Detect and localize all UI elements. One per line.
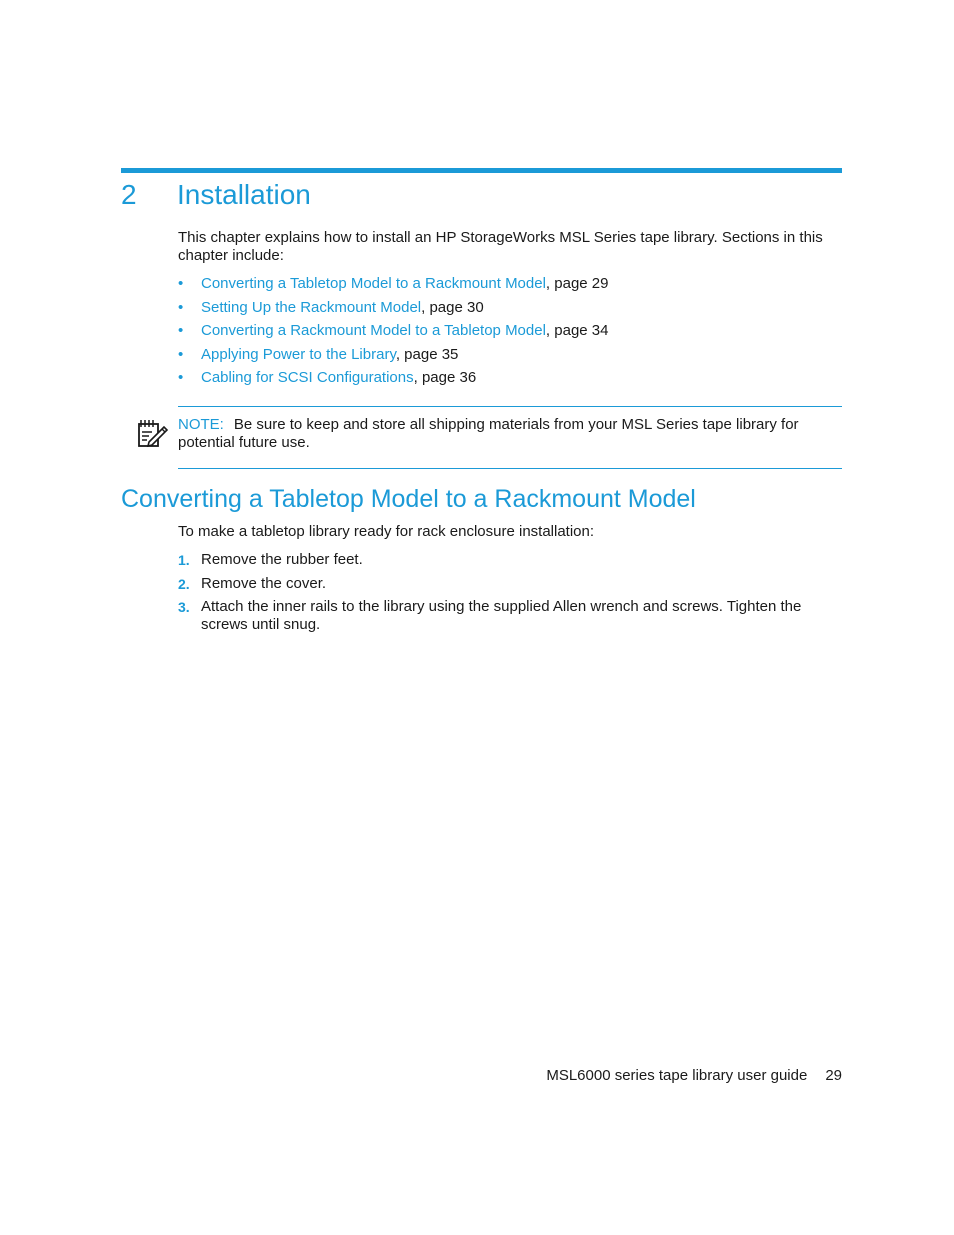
toc-item bbox=[178, 274, 838, 298]
step-number: 3. bbox=[178, 599, 190, 615]
chapter-top-rule bbox=[121, 168, 842, 173]
step-item bbox=[178, 551, 838, 569]
toc-item bbox=[178, 345, 838, 369]
note-block bbox=[178, 416, 838, 452]
toc-link-setting-up-rackmount[interactable]: Setting Up the Rackmount Model bbox=[201, 298, 422, 316]
chapter-intro: This chapter explains how to install an HP StorageWorks MSL Series tape library. Sections in this chapter include: bbox=[178, 229, 823, 264]
bullet-icon: • bbox=[178, 369, 184, 386]
step-text: Remove the rubber feet. bbox=[201, 551, 363, 568]
step-text: Attach the inner rails to the library using the supplied Allen wrench and screws. Tighten the screws until snug. bbox=[201, 598, 802, 633]
toc-item bbox=[178, 298, 838, 322]
footer-guide-title: MSL6000 series tape library user guide bbox=[546, 1067, 808, 1084]
note-bottom-rule bbox=[178, 468, 842, 469]
toc-page-ref: , page 30 bbox=[421, 298, 484, 316]
note-icon bbox=[137, 418, 169, 450]
note-text: Be sure to keep and store all shipping materials from your MSL Series tape library for potential future use. bbox=[178, 416, 799, 451]
toc-page-ref: , page 29 bbox=[545, 275, 609, 292]
toc-link-rackmount-to-tabletop[interactable]: Converting a Rackmount Model to a Tabletop Model bbox=[201, 322, 546, 339]
toc-page-ref: , page 36 bbox=[413, 369, 477, 386]
footer-page-number: 29 bbox=[825, 1067, 842, 1084]
step-text: Remove the cover. bbox=[201, 574, 327, 592]
step-item bbox=[178, 598, 838, 634]
section-toc-list bbox=[178, 274, 838, 392]
note-label: NOTE: bbox=[178, 416, 224, 433]
toc-link-cabling-scsi[interactable]: Cabling for SCSI Configurations bbox=[201, 369, 414, 386]
section-title: Converting a Tabletop Model to a Rackmount Model bbox=[121, 485, 696, 513]
toc-link-tabletop-to-rackmount[interactable]: Converting a Tabletop Model to a Rackmount Model bbox=[201, 275, 546, 292]
toc-item bbox=[178, 321, 838, 345]
toc-page-ref: , page 35 bbox=[395, 345, 459, 363]
toc-page-ref: , page 34 bbox=[545, 322, 609, 339]
toc-item bbox=[178, 368, 838, 392]
step-item bbox=[178, 575, 838, 593]
step-number: 1. bbox=[178, 552, 190, 568]
chapter-title: Installation bbox=[177, 179, 311, 210]
bullet-icon: • bbox=[178, 322, 184, 339]
toc-link-applying-power[interactable]: Applying Power to the Library bbox=[201, 345, 396, 363]
procedure-steps bbox=[178, 551, 838, 640]
section-intro: To make a tabletop library ready for rack enclosure installation: bbox=[178, 523, 595, 540]
bullet-icon: • bbox=[178, 275, 184, 292]
bullet-icon: • bbox=[178, 345, 184, 363]
step-number: 2. bbox=[178, 575, 190, 592]
page-footer bbox=[500, 1066, 842, 1086]
chapter-heading bbox=[121, 176, 842, 216]
chapter-number: 2 bbox=[121, 179, 137, 210]
note-top-rule bbox=[178, 406, 842, 407]
bullet-icon: • bbox=[178, 298, 184, 316]
